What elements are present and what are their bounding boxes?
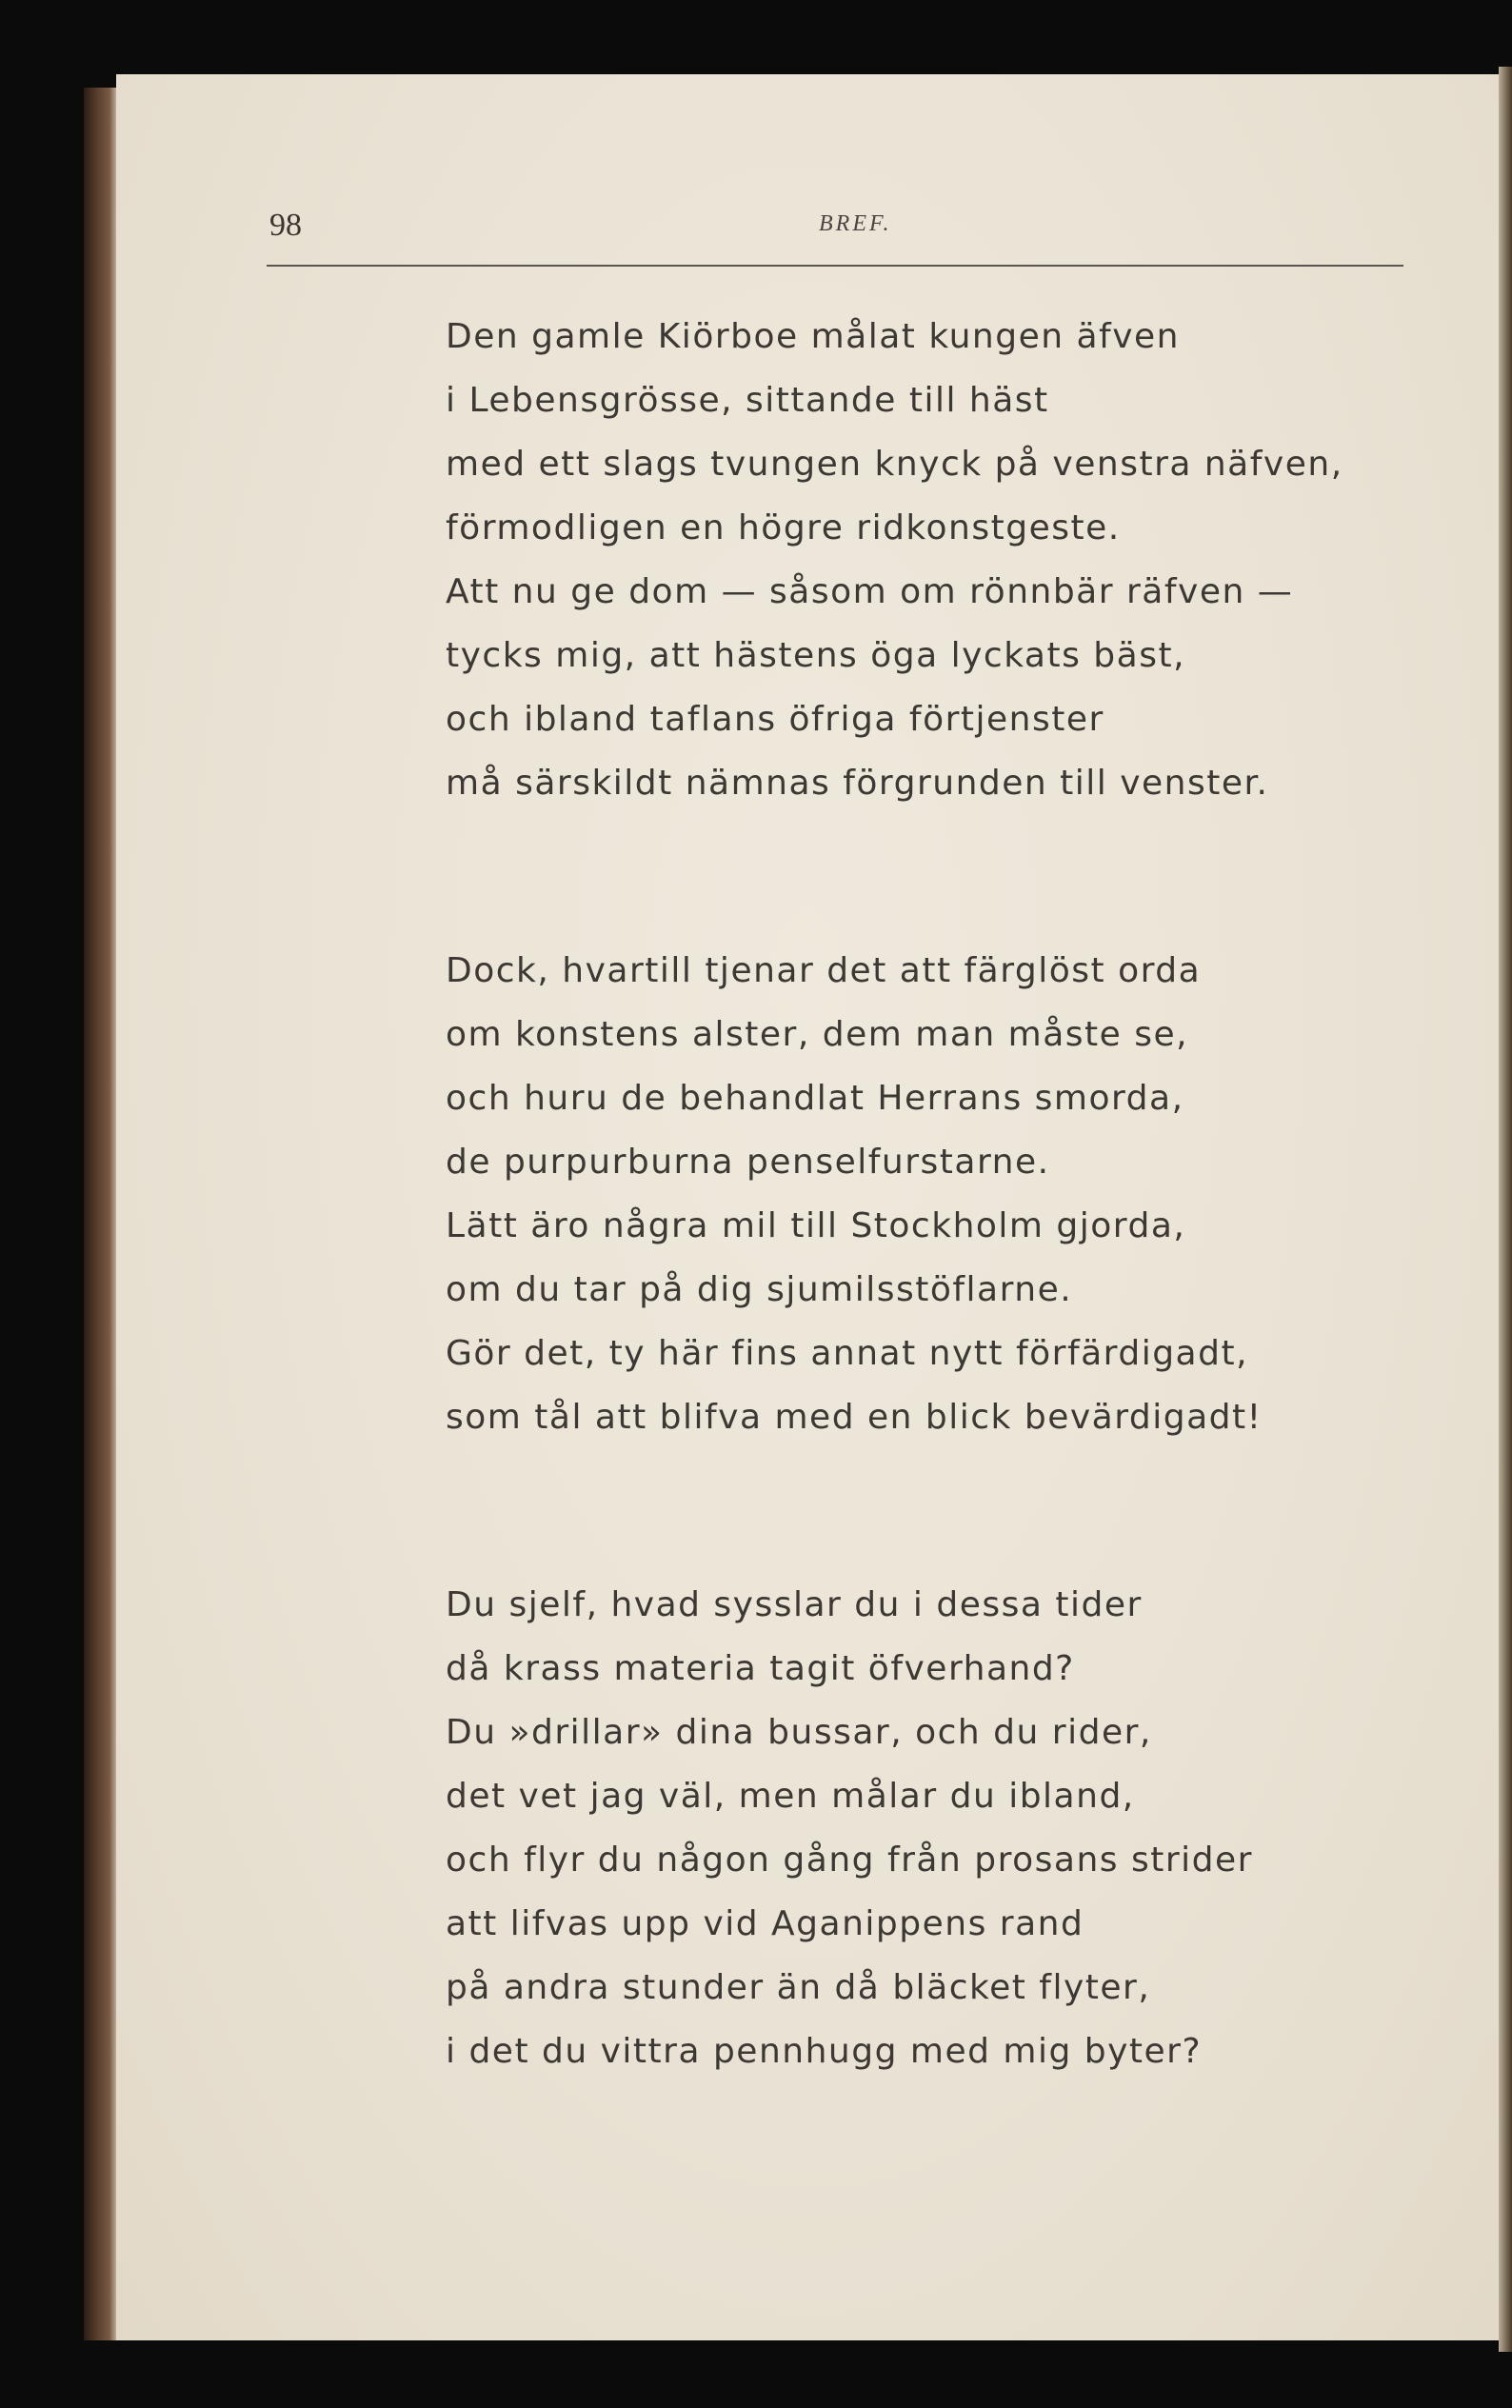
poem-line: i Lebensgrösse, sittande till häst (446, 381, 1049, 420)
poem-line: Gör det, ty här fins annat nytt förfärdigadt, (446, 1334, 1249, 1373)
poem-line: i det du vittra pennhugg med mig byter? (446, 2032, 1203, 2071)
poem-line: och huru de behandlat Herrans smorda, (446, 1079, 1184, 1118)
poem-line: Du sjelf, hvad sysslar du i dessa tider (446, 1585, 1143, 1624)
poem-line: och flyr du någon gång från prosans strider (446, 1841, 1253, 1880)
page-number: 98 (269, 208, 302, 243)
poem-line: och ibland taflans öfriga förtjenster (446, 700, 1104, 739)
stanza-3 (446, 1573, 1445, 2083)
poem-line: Lätt äro några mil till Stockholm gjorda, (446, 1206, 1186, 1245)
poem-line: på andra stunder än då bläcket flyter, (446, 1968, 1151, 2007)
poem-line: med ett slags tvungen knyck på venstra näfven, (446, 445, 1343, 484)
poem-line: då krass materia tagit öfverhand? (446, 1649, 1075, 1688)
poem-text (446, 305, 1445, 2207)
page-edge-left (84, 88, 118, 2340)
page-edge-right (1499, 67, 1512, 2352)
poem-line: förmodligen en högre ridkonstgeste. (446, 508, 1121, 547)
poem-line: det vet jag väl, men målar du ibland, (446, 1777, 1135, 1816)
poem-line: om du tar på dig sjumilsstöflarne. (446, 1270, 1073, 1309)
poem-line: Den gamle Kiörboe målat kungen äfven (446, 317, 1180, 356)
stanza-2 (446, 939, 1445, 1449)
poem-line: tycks mig, att hästens öga lyckats bäst, (446, 636, 1186, 675)
poem-line: att lifvas upp vid Aganippens rand (446, 1904, 1084, 1943)
poem-line: om konstens alster, dem man måste se, (446, 1015, 1189, 1054)
header-rule (267, 265, 1403, 267)
poem-line: Du »drillar» dina bussar, och du rider, (446, 1713, 1152, 1752)
poem-line: som tål att blifva med en blick bevärdigadt! (446, 1398, 1263, 1437)
stanza-1 (446, 305, 1445, 815)
poem-line: de purpurburna penselfurstarne. (446, 1143, 1050, 1182)
poem-line: Dock, hvartill tjenar det att färglöst orda (446, 951, 1202, 990)
poem-line: Att nu ge dom — såsom om rönnbär räfven — (446, 572, 1294, 611)
running-title: BREF. (819, 211, 892, 236)
poem-line: må särskildt nämnas förgrunden till venster. (446, 764, 1269, 803)
